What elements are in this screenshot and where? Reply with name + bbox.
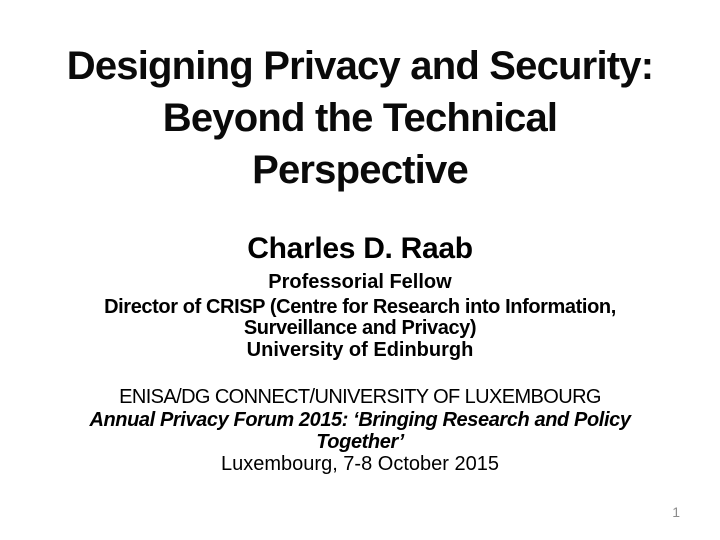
slide-title [30,40,690,196]
author-name: Charles D. Raab [247,232,473,265]
slide-title-line-3: Perspective [252,148,468,192]
author-university: University of Edinburgh [246,339,474,361]
event-forum-line-1: Annual Privacy Forum 2015: ‘Bringing Research and Policy [89,409,631,431]
slide-title-line-2: Beyond the Technical [162,96,558,140]
event-forum-line-2: Together’ [316,431,404,453]
author-affiliation-line-2: Surveillance and Privacy) [243,317,477,339]
slide-title-line-1: Designing Privacy and Security: [66,44,654,88]
event-location-date: Luxembourg, 7-8 October 2015 [221,453,499,475]
slide-page-number: 1 [672,504,680,520]
author-affiliation-line-1: Director of CRISP (Centre for Research into Information, [104,296,616,318]
author-role: Professorial Fellow [268,271,452,293]
event-organizers: ENISA/DG CONNECT/UNIVERSITY OF LUXEMBOURG [119,386,601,408]
event-forum-title [30,409,690,453]
author-affiliation [30,297,690,339]
